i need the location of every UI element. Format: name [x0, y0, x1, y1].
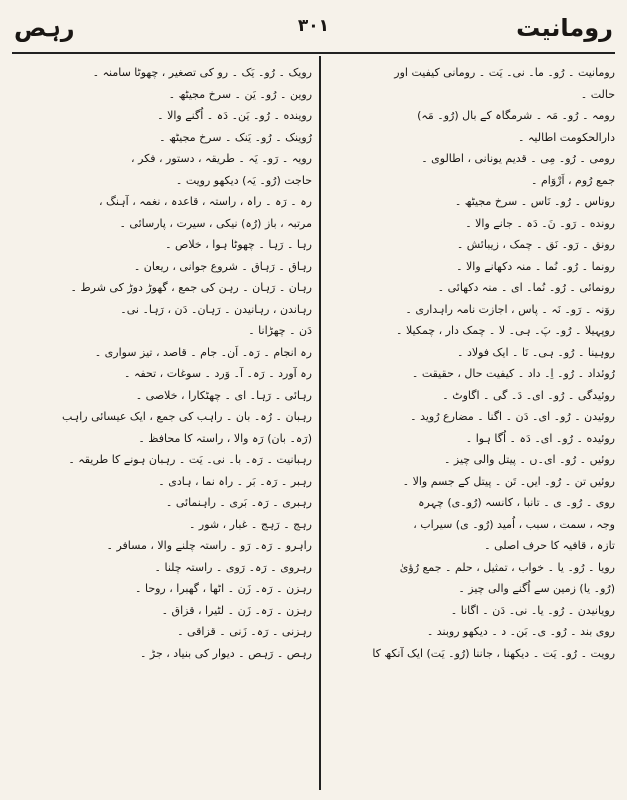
dictionary-entry: حاجت (رُو۔ یَہ) دیکھو رویت ۔ — [175, 173, 312, 187]
dictionary-entry: روئیدن ۔ رُو۔ ای۔ دَن ۔ اگنا ۔ مضارع رُوید ۔ — [410, 410, 615, 423]
dictionary-entry: رونق ۔ رَو۔ نَق ۔ چمک ، زیبائش ۔ — [456, 238, 615, 251]
dictionary-entry: روئیں ۔ رُو۔ ای۔ں ۔ پیتل والی چیز ۔ — [443, 453, 615, 466]
dictionary-entry: رہبان ۔ رُہ۔ بان ۔ راہب کی جمع ، ایک عیسائی راہب — [62, 410, 312, 423]
dictionary-entry: روپہیلا ۔ رُو۔ پَ۔ ہی۔ لا ۔ چمک دار ، چمکیلا ۔ — [396, 324, 615, 337]
dictionary-entry: رہاندن ، رہانیدن ۔ رَہان۔ دَن ، رَہا۔ نی۔ — [120, 302, 312, 316]
dictionary-entry: رہج ۔ رَہج ۔ غبار ، شور ۔ — [188, 517, 312, 531]
dictionary-entry: رہا ۔ رَہا ۔ چھوٹا ہوا ، خلاص ۔ — [165, 238, 312, 251]
dictionary-entry: (رَہ۔ بان) رَہ والا ، راستہ کا محافظ ۔ — [138, 431, 312, 445]
dictionary-entry: روئیدگی ۔ رُو۔ ای۔ دَ۔ گی ۔ اگاوٹ ۔ — [442, 388, 615, 402]
dictionary-entry: رہ ۔ رَہ ۔ راہ ، راستہ ، قاعدہ ، نغمہ ، آہنگ ، — [98, 195, 312, 208]
dictionary-entry: رومانیت ۔ رُو۔ ما۔ نی۔ یَت ۔ رومانی کیفیت اور — [394, 66, 615, 79]
dictionary-entry: روَنہ ۔ رَو۔ نَہ ۔ پاس ، اجازت نامہ راہداری ۔ — [405, 302, 615, 316]
dictionary-entry: روینده ۔ رُو۔ یَن۔ دَہ ۔ اُگنے والا ۔ — [157, 109, 312, 122]
dictionary-entry: رونما ۔ رُو۔ نُما ۔ منہ دکھانے والا ۔ — [456, 259, 615, 273]
dictionary-entry: دارالحکومت اطالیہ ۔ — [518, 130, 615, 144]
dictionary-entry: رویک ۔ رُو۔ یَک ۔ رو کی تصغیر ، چھوٹا سامنہ ۔ — [92, 66, 312, 79]
dictionary-entry: رویت ۔ رُو۔ یَت ۔ دیکھنا ، جاننا (رُو۔ یَت) ایک آنکھ کا — [372, 646, 615, 660]
header-rule — [12, 52, 615, 54]
dictionary-entry: مرتبہ ، باز (رُہ) نیکی ، سیرت ، پارسائی ۔ — [119, 216, 312, 230]
dictionary-entry: روہینا ۔ رُو۔ ہی۔ نَا ۔ ایک فولاد ۔ — [457, 345, 615, 359]
right-column — [315, 62, 615, 792]
dictionary-entry: رونمائی ۔ رُو۔ نُما۔ ای ۔ منہ دکھائی ۔ — [437, 281, 615, 294]
dictionary-entry: رہزن ۔ رَہ۔ زَن ۔ اٹھا ، گھبرا ، روحا ۔ — [135, 582, 312, 595]
dictionary-entry: روئیده ۔ رُو۔ ای۔ دَہ ۔ اُگا ہوا ۔ — [465, 431, 615, 445]
dictionary-entry: رہص ۔ رَہص ۔ دیوار کی بنیاد ، جڑ ۔ — [139, 646, 312, 660]
page-number: ۳۰۱ — [297, 16, 330, 36]
dictionary-entry: رومہ ۔ رُو۔ مَہ ۔ شرمگاہ کے بال (رُو۔ مَہ) — [417, 109, 615, 122]
dictionary-entry: تازہ ، قافیہ کا حرف اصلی ۔ — [484, 539, 615, 552]
dictionary-entry: وجہ ، سمت ، سبب ، اُمید (رُو۔ ی) سیراب ، — [413, 517, 615, 531]
dictionary-entry: روی ۔ رُو۔ ی ۔ تانبا ، کانسہ (رُو۔ی) چہرہ — [418, 496, 615, 509]
dictionary-entry: روی بند ۔ رُو۔ ی۔ بَن۔ د ۔ دیکھو روبند ۔ — [426, 625, 615, 638]
dictionary-entry: رہان ۔ رَہان ۔ رہن کی جمع ، گھوڑ دوڑ کی شرط ۔ — [70, 281, 312, 294]
dictionary-entry: رہ آورد ۔ رَہ۔ آ۔ وَرد ۔ سوغات ، تحفہ ۔ — [124, 367, 312, 380]
dictionary-entry: جمع رُوم ، اَرْوَام ۔ — [531, 173, 615, 187]
dictionary-entry: رہاق ۔ رَہاق ۔ شروع جوانی ، ریعان ۔ — [133, 259, 312, 273]
dictionary-entry: روئیں تن ۔ رُو۔ ایں۔ تَن ۔ پیتل کے جسم والا ۔ — [402, 474, 615, 488]
dictionary-entry: راہرو ۔ رَہ۔ رَو ۔ راستہ چلنے والا ، مسافر ۔ — [106, 539, 312, 552]
dictionary-entry: رومی ۔ رُو۔ مِی ۔ قدیم یونانی ، اطالوی ۔ — [421, 152, 615, 165]
dictionary-entry: رہزنی ۔ رَہ۔ زَنی ۔ قزاقی ۔ — [177, 625, 312, 638]
dictionary-entry: روناس ۔ رُو۔ نَاس ۔ سرخ مجیٹھ ۔ — [454, 195, 615, 208]
dictionary-entry: روین ۔ رُو۔ یَن ۔ سرخ مجیٹھ ۔ — [168, 87, 312, 101]
dictionary-entry: رہ انجام ۔ رَہ۔ اَن۔ جام ۔ قاصد ، تیز سواری ۔ — [94, 345, 312, 359]
dictionary-entry: رہزن ۔ رَہ۔ زَن ۔ لٹیرا ، قزاق ۔ — [161, 603, 312, 617]
dictionary-entry: رہبر ۔ رَہ۔ بَر ۔ راہ نما ، ہادی ۔ — [158, 474, 312, 488]
dictionary-entry: رونده ۔ رَو۔ نَ۔ دَہ ۔ جانے والا ۔ — [465, 216, 615, 230]
left-column — [14, 62, 312, 792]
dictionary-entry: حالت ۔ — [580, 87, 615, 101]
running-head-left: رہص — [14, 14, 75, 42]
dictionary-entry: رویانیدن ۔ رُو۔ یا۔ نی۔ دَن ۔ اگانا ۔ — [450, 603, 615, 617]
dictionary-entry: رُوینک ۔ رُو۔ یَنک ۔ سرخ مجیٹھ ۔ — [159, 130, 312, 144]
dictionary-entry: (رُو۔ یا) زمین سے اُگنے والی چیز ۔ — [458, 582, 615, 595]
dictionary-entry: رویا ۔ رُو۔ یا ۔ خواب ، تمثیل ، حلم ۔ جمع رُؤیٰ — [399, 560, 615, 574]
dictionary-entry: رہبانیت ۔ رَہ۔ با۔ نی۔ یَت ۔ رہبان ہونے کا طریقہ ۔ — [68, 453, 312, 466]
dictionary-entry: رہائی ۔ رَہا۔ ای ۔ چھٹکارا ، خلاصی ۔ — [135, 388, 312, 402]
dictionary-entry: رویہ ۔ رَو۔ یَہ ۔ طریقہ ، دستور ، فکر ، — [131, 152, 312, 165]
dictionary-entry: رہروی ۔ رَہ۔ رَوی ۔ راستہ چلنا ۔ — [154, 560, 312, 574]
page-header — [14, 8, 613, 48]
dictionary-entry: رُوئداد ۔ رُو۔ اِ۔ داد ۔ کیفیت حال ، حقیقت ۔ — [411, 367, 615, 380]
running-head-right: رومانیت — [516, 14, 613, 42]
dictionary-entry: رہبری ۔ رَہ۔ بَری ۔ راہنمائی ۔ — [165, 496, 312, 509]
dictionary-entry: دَن ۔ چھڑانا ۔ — [248, 324, 312, 337]
